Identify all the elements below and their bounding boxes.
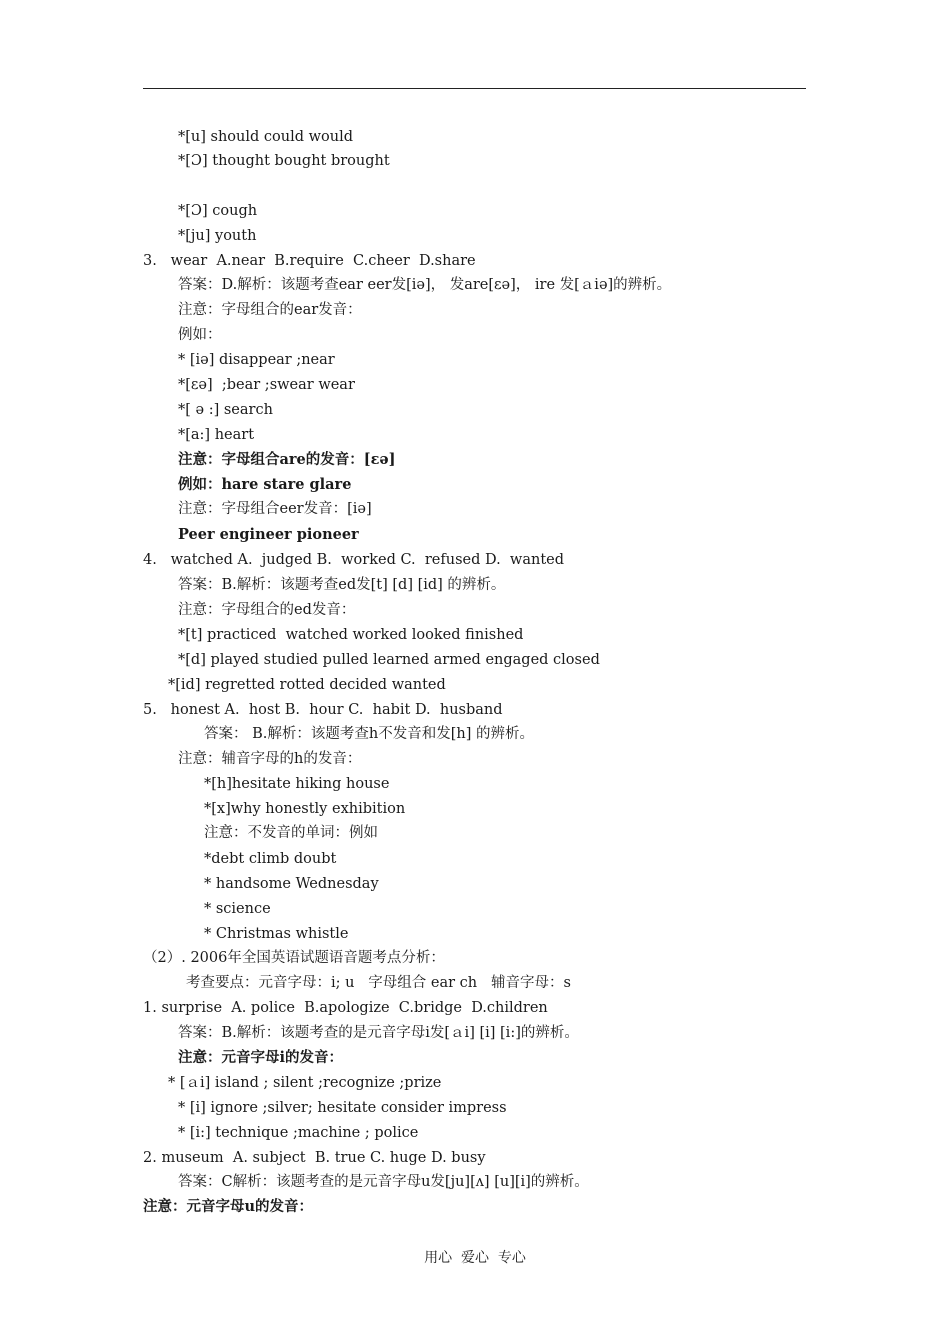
- text-line: *[x]why honestly exhibition: [204, 801, 406, 817]
- text-line: * [i] ignore ;silver; hesitate consider impress: [178, 1100, 507, 1116]
- text-line: *[ ə :] search: [178, 402, 273, 418]
- text-line: 3. wear A.near B.require C.cheer D.share: [143, 253, 476, 269]
- text-line: *[u] should could would: [178, 129, 354, 145]
- text-line: 5. honest A. host B. hour C. habit D. husband: [143, 702, 503, 718]
- text-line: * handsome Wednesday: [204, 876, 379, 892]
- text-line: *[Ɔ] cough: [178, 203, 258, 219]
- text-line: 注意：字母组合are的发音：[εə]: [178, 451, 396, 468]
- text-line: 注意：元音字母u的发音：: [143, 1198, 314, 1215]
- text-line: *[id] regretted rotted decided wanted: [168, 677, 446, 693]
- page-footer: 用心 爱心 专心: [424, 1250, 526, 1266]
- text-line: 4. watched A. judged B. worked C. refused D. wanted: [143, 552, 565, 568]
- text-line: 答案：B.解析：该题考查的是元音字母i发[ａi] [i] [i:]的辨析。: [178, 1025, 579, 1041]
- text-line: 注意：元音字母i的发音：: [178, 1049, 344, 1066]
- text-line: * [ａi] island ; silent ;recognize ;prize: [168, 1075, 442, 1091]
- text-line: 注意：不发音的单词：例如: [204, 825, 378, 841]
- text-line: 注意：字母组合eer发音：[iə]: [178, 501, 372, 517]
- text-line: *[d] played studied pulled learned armed engaged closed: [178, 652, 600, 668]
- text-line: （2）. 2006年全国英语试题语音题考点分析：: [143, 950, 445, 966]
- text-line: * Christmas whistle: [204, 926, 349, 942]
- text-line: 例如：hare stare glare: [178, 476, 352, 493]
- text-line: 1. surprise A. police B.apologize C.bridge D.children: [143, 1000, 548, 1016]
- text-line: * science: [204, 901, 271, 917]
- text-line: *[Ɔ] thought bought brought: [178, 153, 390, 169]
- text-line: Peer engineer pioneer: [178, 526, 359, 543]
- text-line: *debt climb doubt: [204, 851, 337, 867]
- text-line: 答案：C解析：该题考查的是元音字母u发[ju][ʌ] [u][i]的辨析。: [178, 1174, 589, 1190]
- text-line: 注意：字母组合的ear发音：: [178, 302, 362, 318]
- text-line: 答案：D.解析：该题考查ear eer发[iə]， 发are[εə]， ire 发[ａiə]的辨析。: [178, 277, 672, 293]
- text-line: *[ju] youth: [178, 228, 257, 244]
- text-line: *[t] practiced watched worked looked finished: [178, 627, 524, 643]
- text-line: 2. museum A. subject B. true C. huge D. busy: [143, 1150, 486, 1166]
- text-line: 答案： B.解析：该题考查h不发音和发[h] 的辨析。: [204, 726, 534, 742]
- text-line: * [iə] disappear ;near: [178, 352, 335, 368]
- text-line: *[h]hesitate hiking house: [204, 776, 390, 792]
- text-line: 答案：B.解析：该题考查ed发[t] [d] [id] 的辨析。: [178, 577, 506, 593]
- text-line: *[a:] heart: [178, 427, 255, 443]
- text-line: *[εə] ;bear ;swear wear: [178, 377, 355, 393]
- text-line: 考查要点：元音字母：i; u 字母组合 ear ch 辅音字母：s: [186, 975, 571, 991]
- header-rule: [143, 88, 806, 89]
- text-line: 注意：字母组合的ed发音：: [178, 602, 356, 618]
- text-line: * [i:] technique ;machine ; police: [178, 1125, 419, 1141]
- text-line: 注意：辅音字母的h的发音：: [178, 751, 362, 767]
- text-line: 例如：: [178, 327, 222, 343]
